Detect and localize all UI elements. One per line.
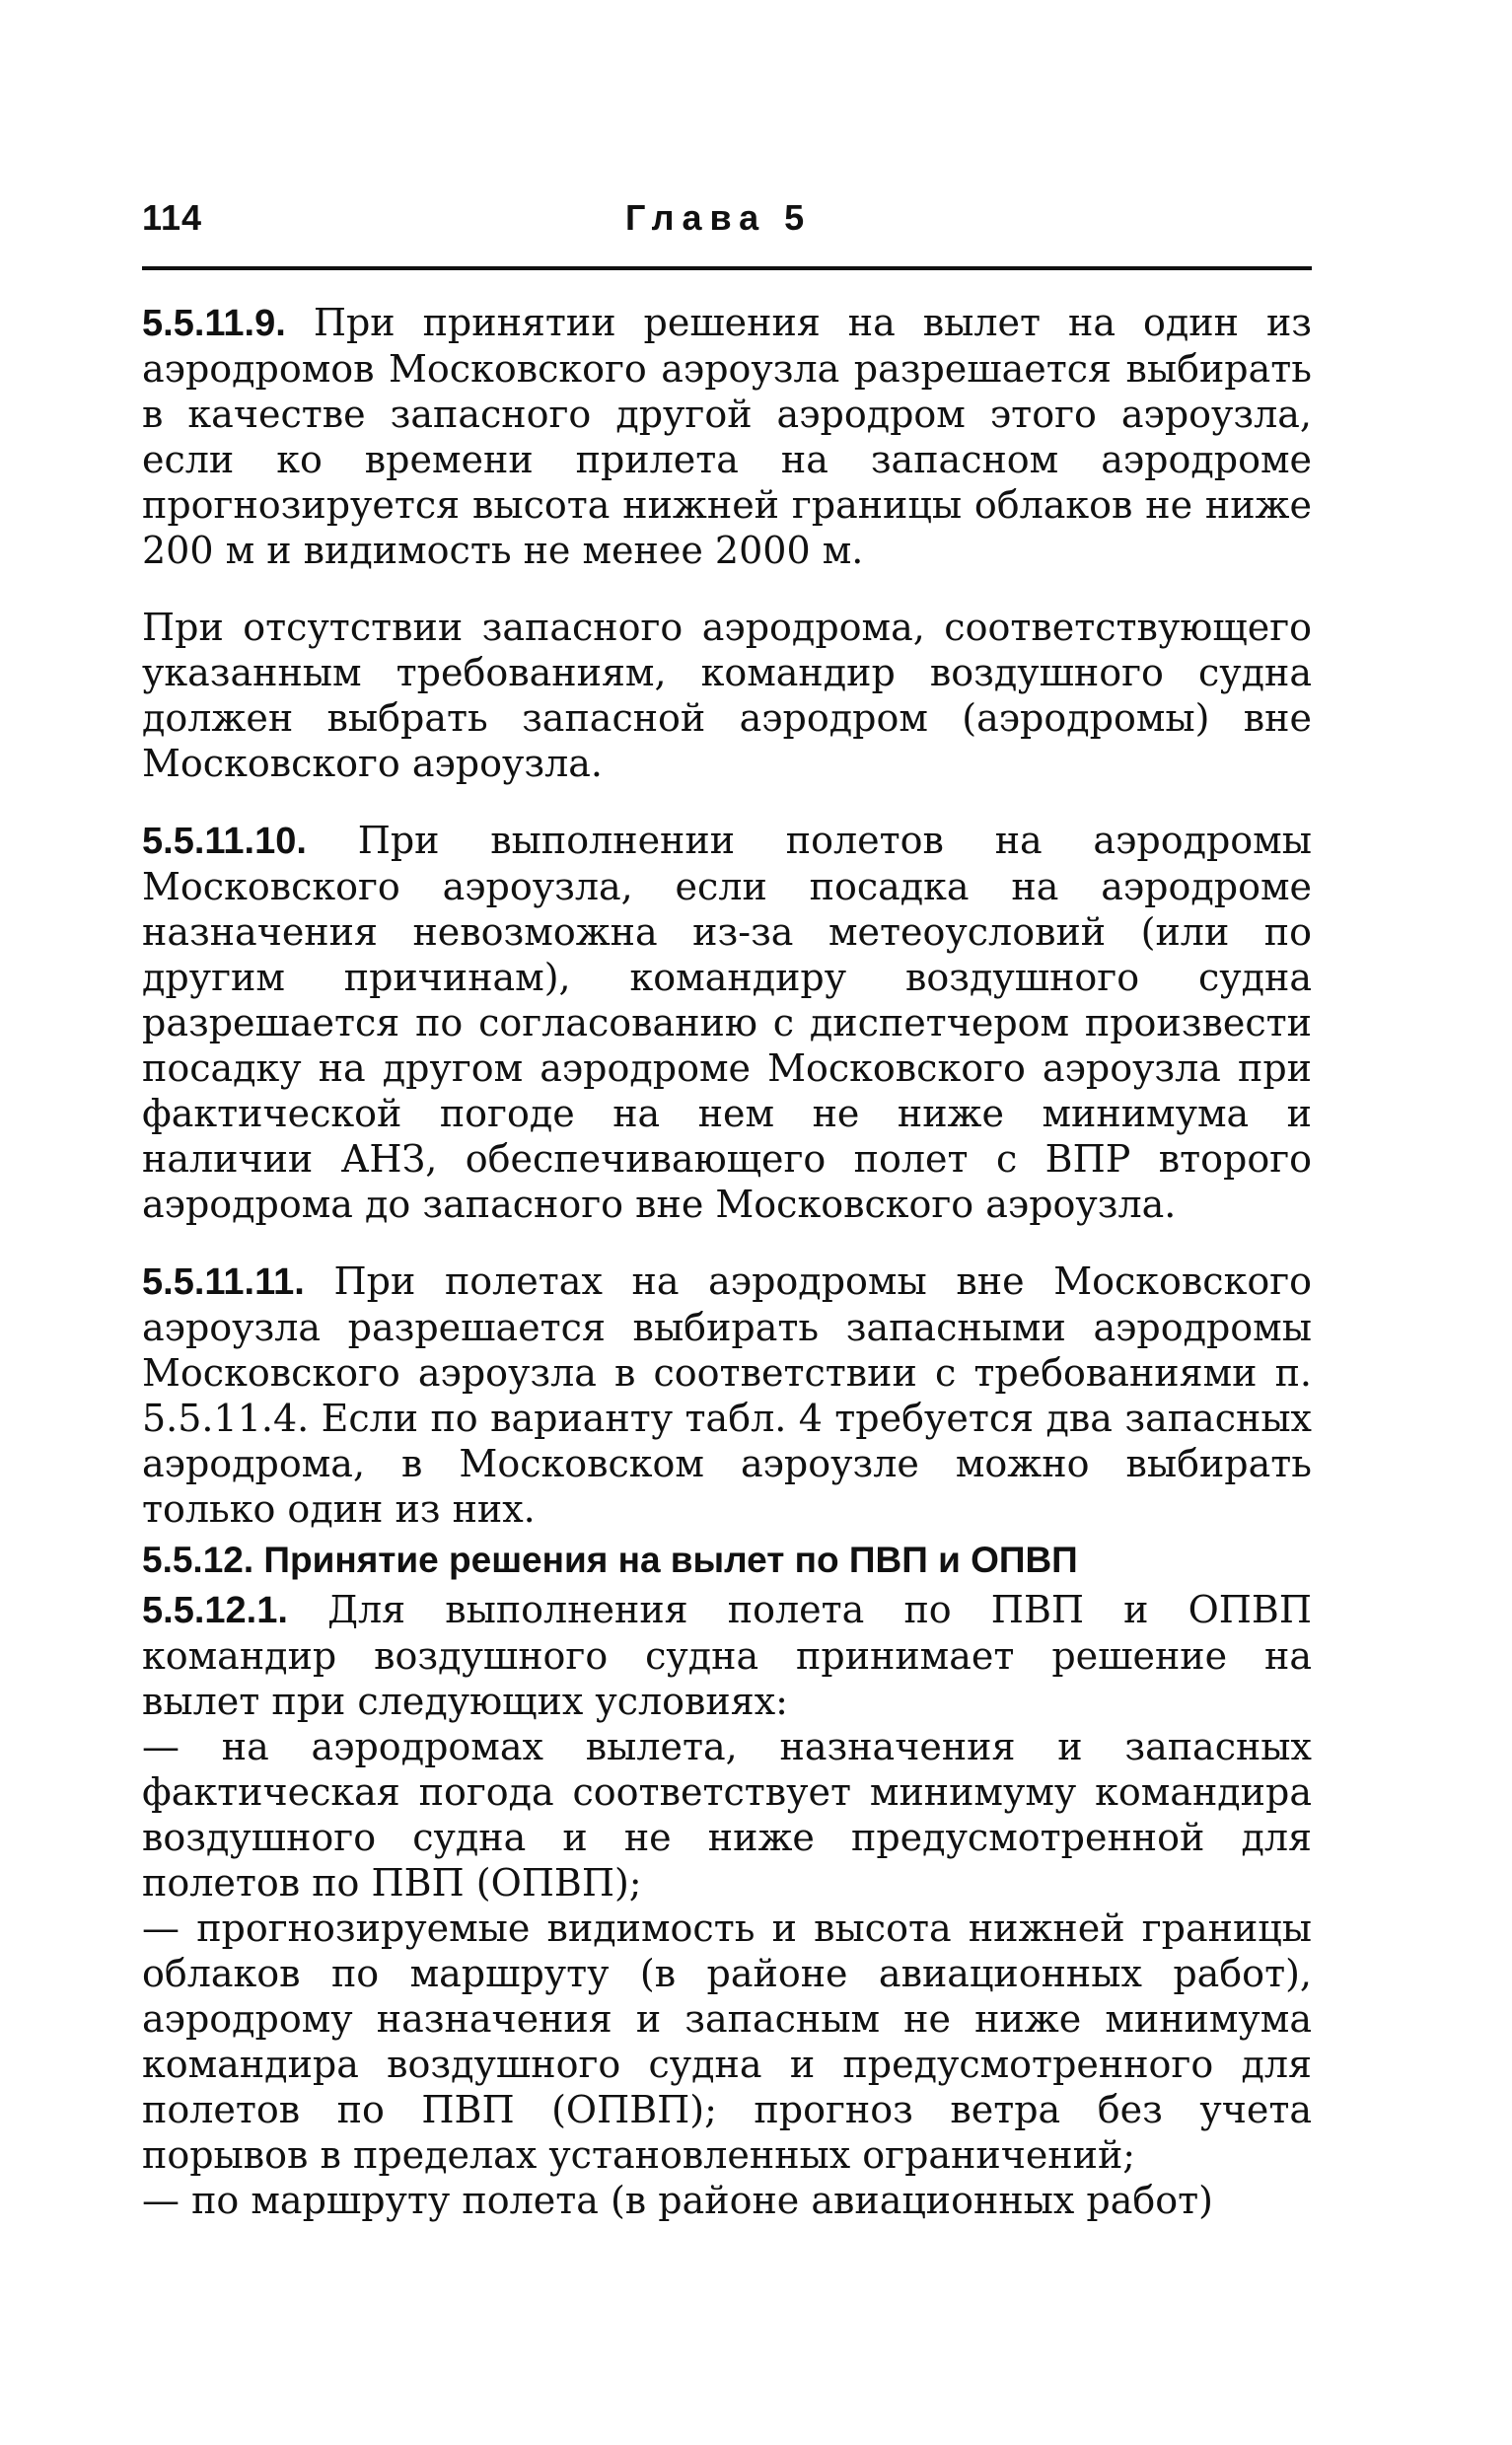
paragraph-text: Для выполнения полета по ПВП и ОПВП командир воздушного судна принимает решение на вылет при следующих условиях: (142, 1588, 1312, 1723)
page-number: 114 (142, 197, 203, 238)
paragraph-5-5-11-10 (142, 818, 1312, 1227)
section-heading-5-5-12: 5.5.12. Принятие решения на вылет по ПВП и ОПВП (142, 1540, 1078, 1580)
running-header (142, 197, 1312, 256)
paragraph-text: При принятии решения на вылет на один из аэродромов Московского аэроузла разрешается выбирать в качестве запасного другой аэродром этого аэроузла, если ко времени прилета на запасном аэродроме прогнозируется высота нижней границы облаков не ниже 200 м и видимость не менее 2000 м. (142, 301, 1312, 572)
section-number: 5.5.11.10. (142, 821, 307, 862)
condition-item: — по маршруту полета (в районе авиационных работ) (142, 2179, 1214, 2222)
section-number: 5.5.11.11. (142, 1261, 305, 1303)
paragraph-5-5-11-9 (142, 300, 1312, 573)
document-page (142, 197, 1312, 2223)
section-number: 5.5.11.9. (142, 303, 286, 344)
paragraph-text: При отсутствии запасного аэродрома, соответствующего указанным требованиям, командир воздушного судна должен выбрать запасной аэродром (аэродромы) вне Московского аэроузла. (142, 606, 1312, 785)
condition-item: — прогнозируемые видимость и высота нижней границы облаков по маршруту (в районе авиационных работ), аэродрому назначения и запасным не ниже минимума командира воздушного судна и предусмотренного для полетов по ПВП (ОПВП); прогноз ветра без учета порывов в пределах установленных ограничений; (142, 1906, 1312, 2177)
paragraph-5-5-11-11 (142, 1258, 1312, 1532)
paragraph-text: При полетах на аэродромы вне Московского аэроузла разрешается выбирать запасными аэродромы Московского аэроузла в соответствии с требованиями п. 5.5.11.4. Если по варианту табл. 4 требуется два запасных аэродрома, в Московском аэроузле можно выбирать только один из них. (142, 1259, 1312, 1531)
paragraph-text: При выполнении полетов на аэродромы Московского аэроузла, если посадка на аэродроме назначения невозможна из-за метеоусловий (или по другим причинам), командиру воздушного судна разрешается по согласованию с диспетчером произвести посадку на другом аэродроме Московского аэроузла при фактической погоде на нем не ниже минимума и наличии АНЗ, обеспечивающего полет с ВПР второго аэродрома до запасного вне Московского аэроузла. (142, 819, 1312, 1226)
paragraph-5-5-12-1 (142, 1587, 1312, 1724)
section-number: 5.5.12.1. (142, 1590, 288, 1631)
header-rule (142, 266, 1312, 270)
paragraph-no-alternate (142, 605, 1312, 786)
chapter-title: Глава 5 (625, 197, 813, 238)
condition-item: — на аэродромах вылета, назначения и запасных фактическая погода соответствует минимуму командира воздушного судна и не ниже предусмотренной для полетов по ПВП (ОПВП); (142, 1725, 1312, 1905)
